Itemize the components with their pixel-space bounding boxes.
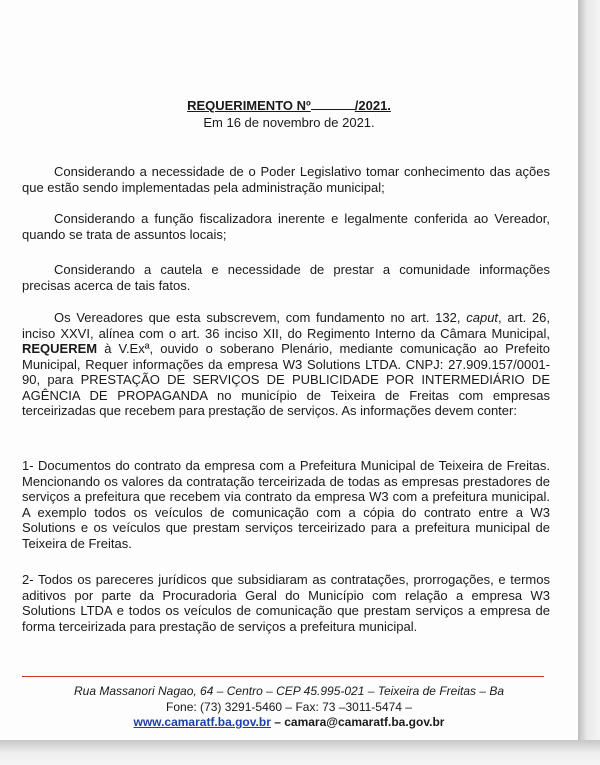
title-number-blank <box>311 99 355 110</box>
website-link[interactable]: www.camaratf.ba.gov.br <box>133 715 271 729</box>
title-suffix: /2021. <box>354 98 391 113</box>
list-item-1: 1- Documentos do contrato da empresa com a Prefeitura Municipal de Teixeira de Freitas. Mencionando os valores da contratação terceirizada de todas as empresas prestadores de serviços a prefeitura que recebem via contrato da empresa W3 com a prefeitura municipal. A exemplo todos os veículos de comunicação com a cópia do contrato entre a W3 Solutions e os veículos que prestam serviços terceirizado para a prefeitura municipal de Teixeira de Freitas. <box>22 458 550 551</box>
paragraph-considerando-1: Considerando a necessidade de o Poder Legislativo tomar conhecimento das ações que estão sendo implementadas pela administração municipal; <box>22 164 550 195</box>
title-prefix: REQUERIMENTO Nº <box>187 98 311 113</box>
email-text: – camara@camaratf.ba.gov.br <box>274 715 445 729</box>
list-item-2: 2- Todos os pareceres jurídicos que subsidiaram as contratações, prorrogações, e termos aditivos por parte da Procuradoria Geral do Município com relação a empresa W3 Solutions LTDA e todos os veículos de comunicação que prestam serviços a empresa de forma terceirizada para prestação de serviços a prefeitura municipal. <box>22 572 550 634</box>
paragraph-considerando-2: Considerando a função fiscalizadora inerente e legalmente conferida ao Vereador, quando se trata de assuntos locais; <box>22 211 550 242</box>
footer-divider <box>22 676 544 677</box>
requerem-word: REQUEREM <box>22 341 98 356</box>
requerimento-text-c: à V.Exª, ouvido o soberano Plenário, mediante comunicação ao Prefeito Municipal, Requer informações da empresa W3 Solutions LTDA. CNPJ: 27.909.157/0001-90, para PRESTAÇÃO DE SERVIÇOS DE PUBLICIDADE POR INTERMEDIÁRIO DE AGÊNCIA DE PROPAGANDA no município de Teixeira de Freitas com empresas terceirizadas que recebem para prestação de serviços. As informações devem conter: <box>22 341 550 418</box>
document-date: Em 16 de novembro de 2021. <box>203 115 375 130</box>
footer-address: Rua Massanori Nagao, 64 – Centro – CEP 45.995-021 – Teixeira de Freitas – Ba <box>73 684 505 698</box>
caput-word: caput <box>466 310 499 325</box>
page-shadow-right <box>578 0 600 765</box>
paragraph-considerando-3: Considerando a cautela e necessidade de prestar a comunidade informações precisas acerca de tais fatos. <box>22 262 550 293</box>
requerimento-text-b: , art. 26, inciso XXVI, alínea com o art. 36 inciso XII, do Regimento Interno da Câmara Municipal, <box>22 310 550 341</box>
footer-phone: Fone: (73) 3291-5460 – Fax: 73 –3011-5474 – <box>166 700 412 714</box>
page-shadow-bottom <box>0 740 600 765</box>
footer-contacts <box>0 715 578 729</box>
paragraph-requerimento <box>22 310 550 419</box>
requerimento-text-a: Os Vereadores que esta subscrevem, com fundamento no art. 132, <box>54 310 461 325</box>
document-title <box>0 98 578 113</box>
